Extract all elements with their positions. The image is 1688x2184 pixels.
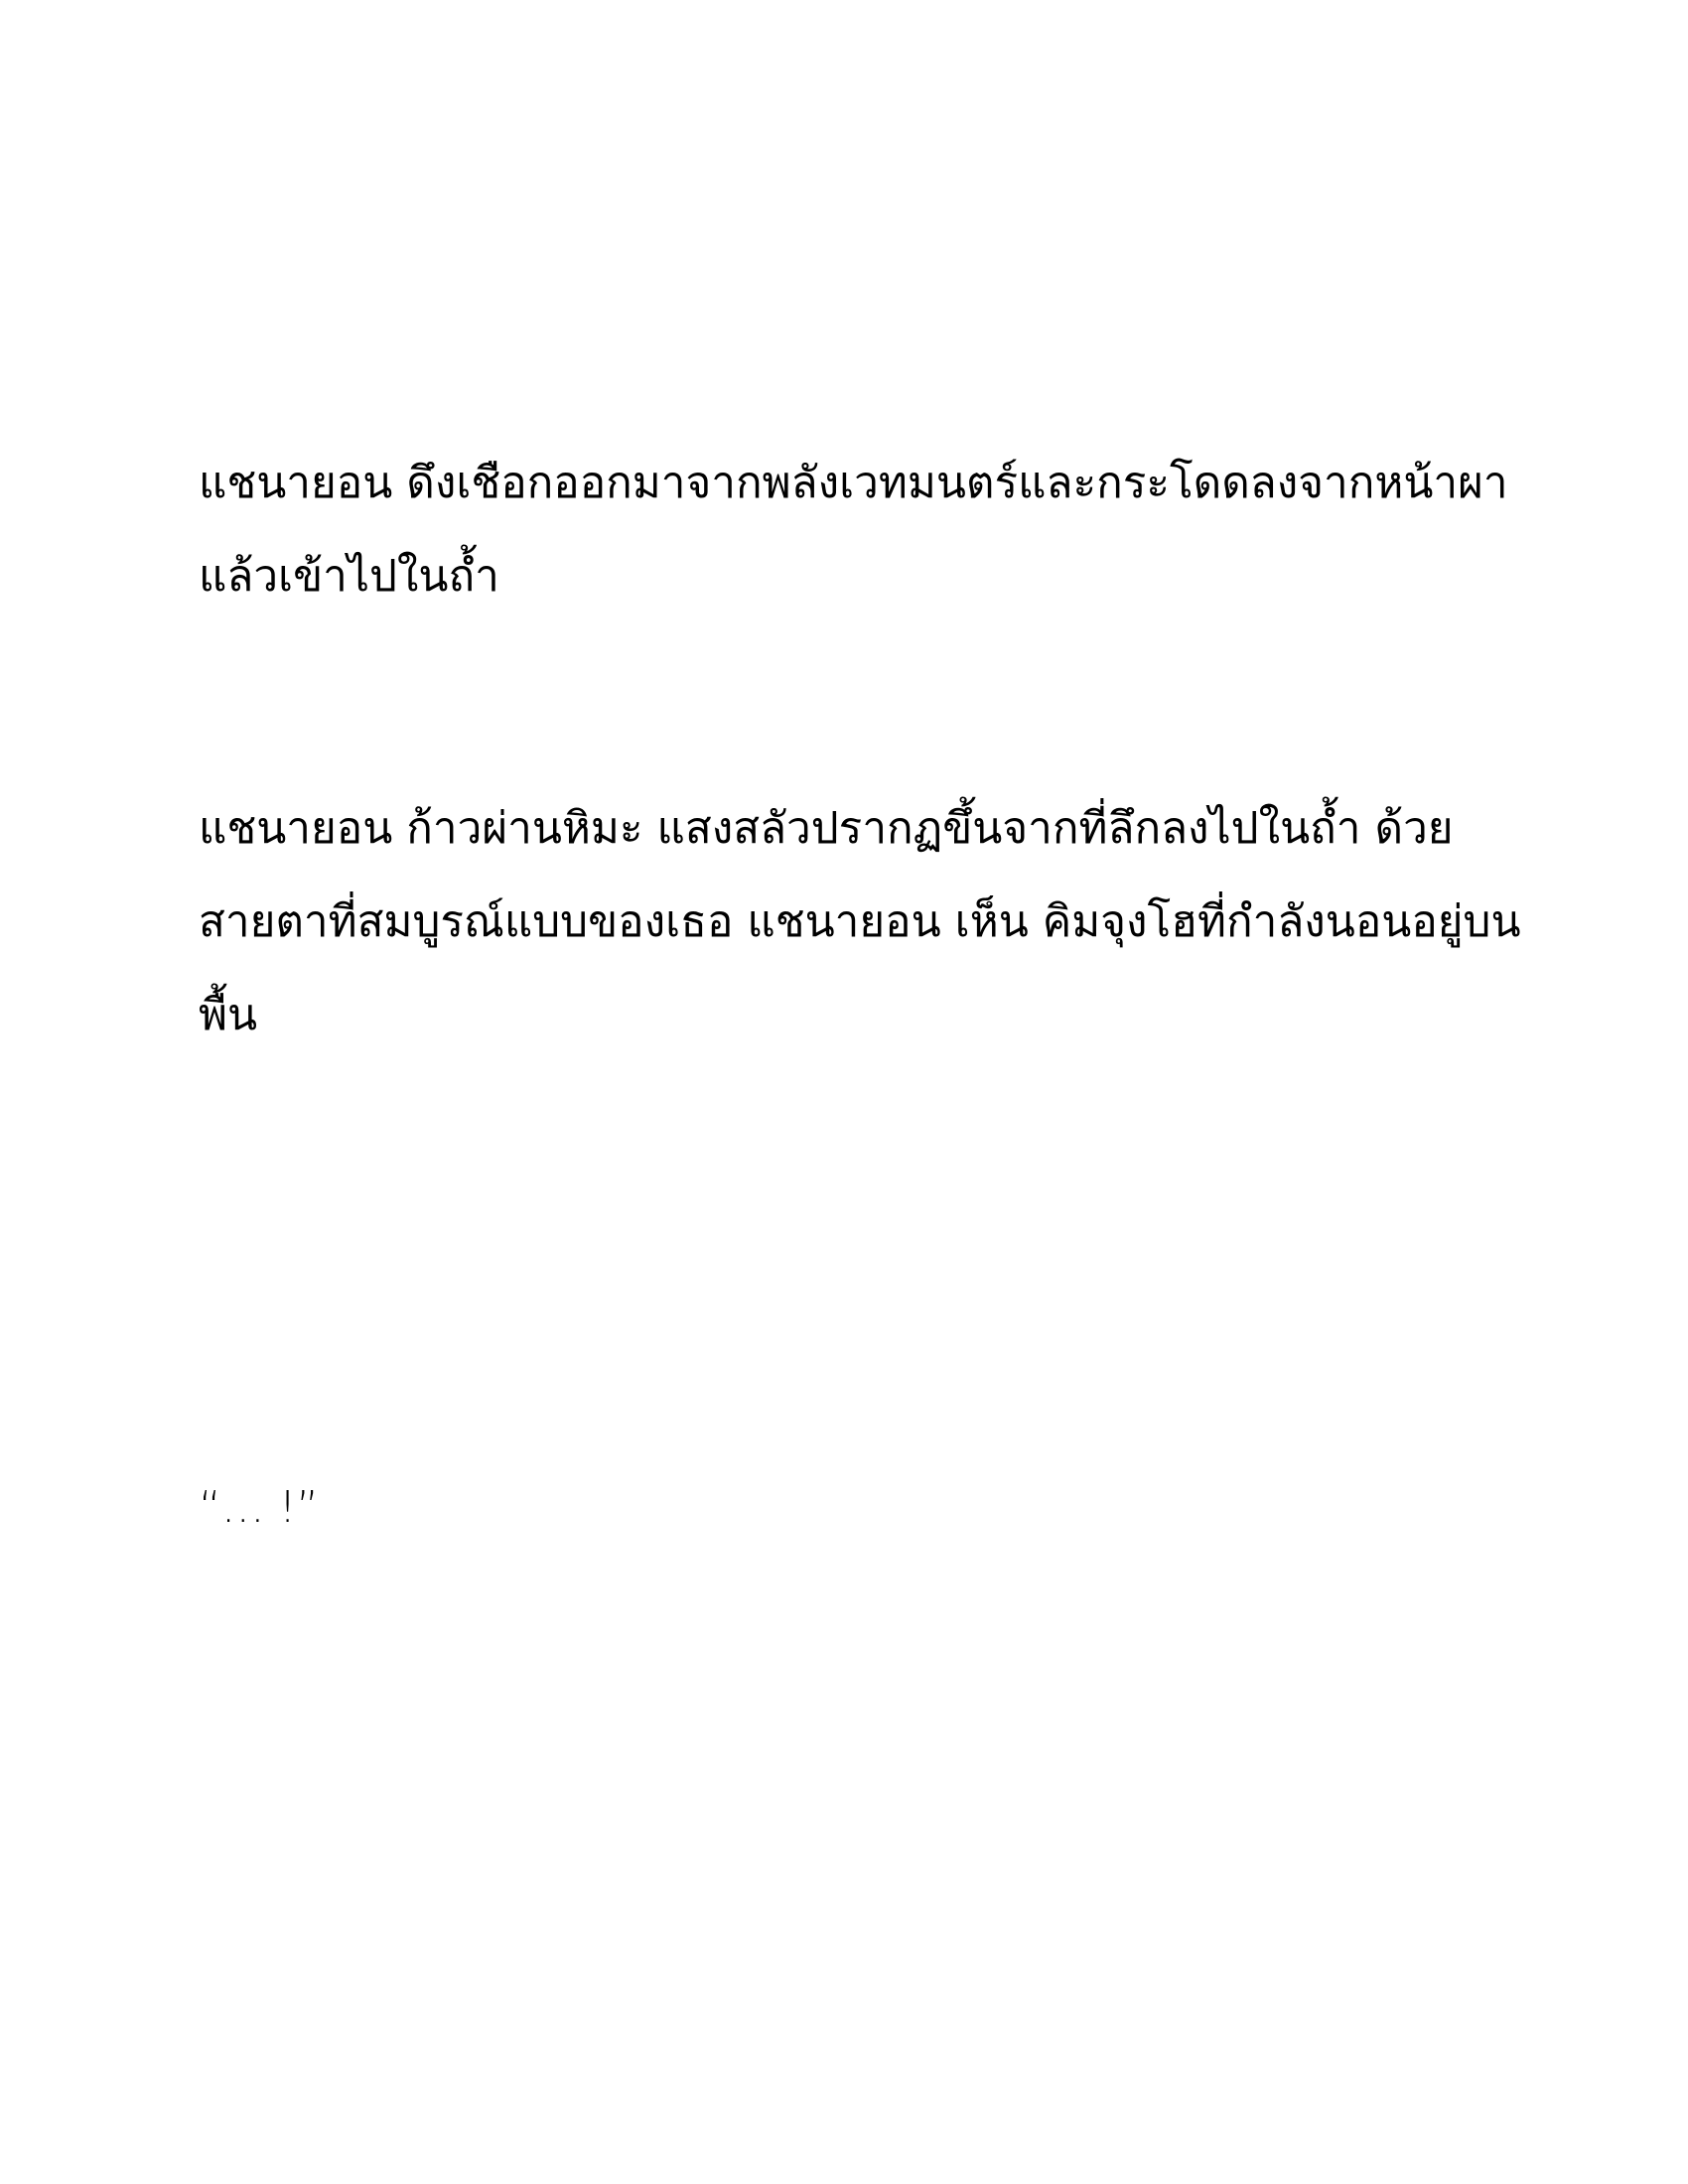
paragraph-2-line-1: แชนายอน ก้าวผ่านหิมะ แสงสลัวปรากฏขึ้นจากที่ลึกลงไปในถ้ำ ด้วย (199, 803, 1454, 854)
paragraph-2-line-2: สายตาที่สมบูรณ์แบบของเธอ แชนายอน เห็น คิมจุงโฮที่กำลังนอนอยู่บน (199, 896, 1521, 947)
paragraph-1-line-1: แชนายอน ดึงเชือกออกมาจากพลังเวทมนตร์และกระโดดลงจากหน้าผา (199, 458, 1508, 508)
paragraph-1-line-2: แล้วเข้าไปในถ้ำ (199, 551, 499, 602)
paragraph-3-line-1: “… !” (199, 1482, 320, 1533)
paragraph-3-dialogue (199, 1461, 1489, 1555)
paragraph-2 (199, 782, 1521, 1062)
paragraph-2-line-3: พื้น (199, 990, 258, 1040)
paragraph-1 (199, 437, 1508, 623)
